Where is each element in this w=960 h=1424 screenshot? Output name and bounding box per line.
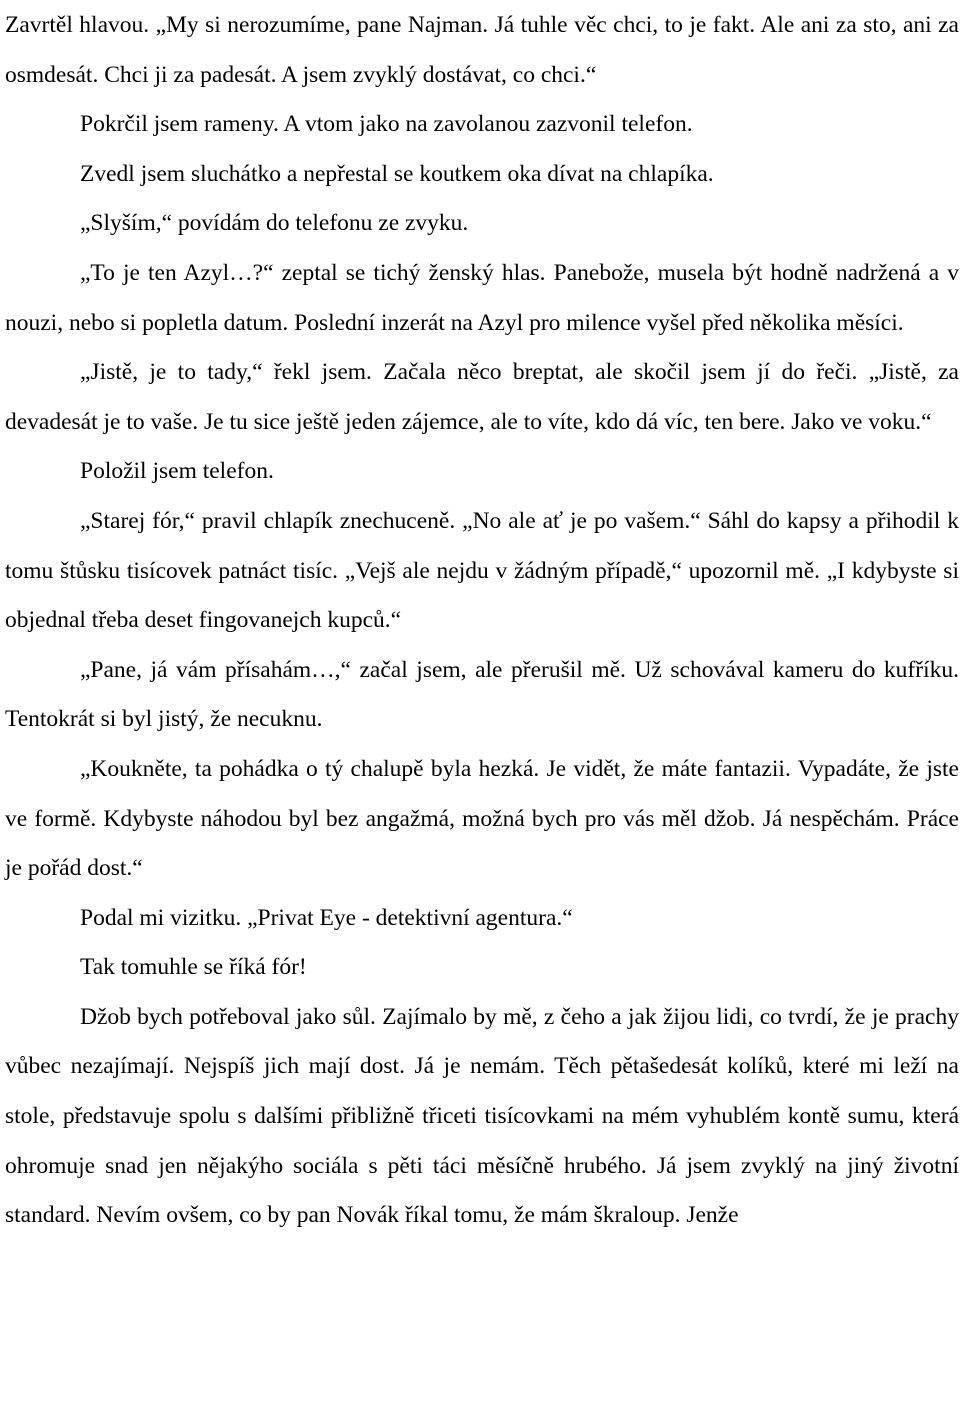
paragraph-5: „To je ten Azyl…?“ zeptal se tichý ženský hlas. Panebože, musela být hodně nadržená a v nouzi, nebo si popletla datum. Poslední inzerát na Azyl pro milence vyšel před několika měsíci.	[5, 259, 959, 336]
paragraph-6: „Jistě, je to tady,“ řekl jsem. Začala něco breptat, ale skočil jsem jí do řeči. „Jistě, za devadesát je to vaše. Je tu sice ještě jeden zájemce, ale to víte, kdo dá víc, ten bere. Jako ve voku.“	[5, 359, 959, 435]
paragraph-12: Tak tomuhle se říká fór!	[80, 954, 307, 981]
paragraph-2: Pokrčil jsem rameny. A vtom jako na zavolanou zazvonil telefon.	[80, 111, 693, 138]
paragraph-8: „Starej fór,“ pravil chlapík znechuceně. „No ale ať je po vašem.“ Sáhl do kapsy a přihodil k tomu štůsku tisícovek patnáct tisíc. „Vejš ale nejdu v žádným případě,“ upozornil mě. „I kdybyste si objednal třeba deset fingovanejch kupců.“	[5, 507, 959, 634]
paragraph-13: Džob bych potřeboval jako sůl. Zajímalo by mě, z čeho a jak žijou lidi, co tvrdí, že je prachy vůbec nezajímají. Nejspíš jich mají dost. Já je nemám. Těch pětašedesát kolíků, které mi leží na stole, představuje spolu s dalšími přibližně třiceti tisícovkami na mém vyhublém kontě sumu, která ohromuje snad jen nějakýho sociála s pěti táci měsíčně hrubého. Já jsem zvyklý na jiný životní standard. Nevím ovšem, co by pan Novák říkal tomu, že mám škraloup. Jenže	[5, 1003, 959, 1229]
paragraph-1: Zavrtěl hlavou. „My si nerozumíme, pane Najman. Já tuhle věc chci, to je fakt. Ale ani za sto, ani za osmdesát. Chci ji za padesát. A jsem zvyklý dostávat, co chci.“	[5, 12, 959, 88]
paragraph-7: Položil jsem telefon.	[80, 458, 274, 485]
paragraph-10: „Koukněte, ta pohádka o tý chalupě byla hezká. Je vidět, že máte fantazii. Vypadáte, že jste ve formě. Kdybyste náhodou byl bez angažmá, možná bych pro vás měl džob. Já nespěchám. Práce je pořád dost.“	[5, 755, 959, 882]
paragraph-3: Zvedl jsem sluchátko a nepřestal se koutkem oka dívat na chlapíka.	[80, 160, 714, 187]
paragraph-4: „Slyším,“ povídám do telefonu ze zvyku.	[80, 210, 469, 237]
paragraph-9: „Pane, já vám přísahám…,“ začal jsem, ale přerušil mě. Už schovával kameru do kufříku. Tentokrát si byl jistý, že necuknu.	[5, 656, 959, 733]
paragraph-11: Podal mi vizitku. „Privat Eye - detektivní agentura.“	[80, 904, 573, 931]
